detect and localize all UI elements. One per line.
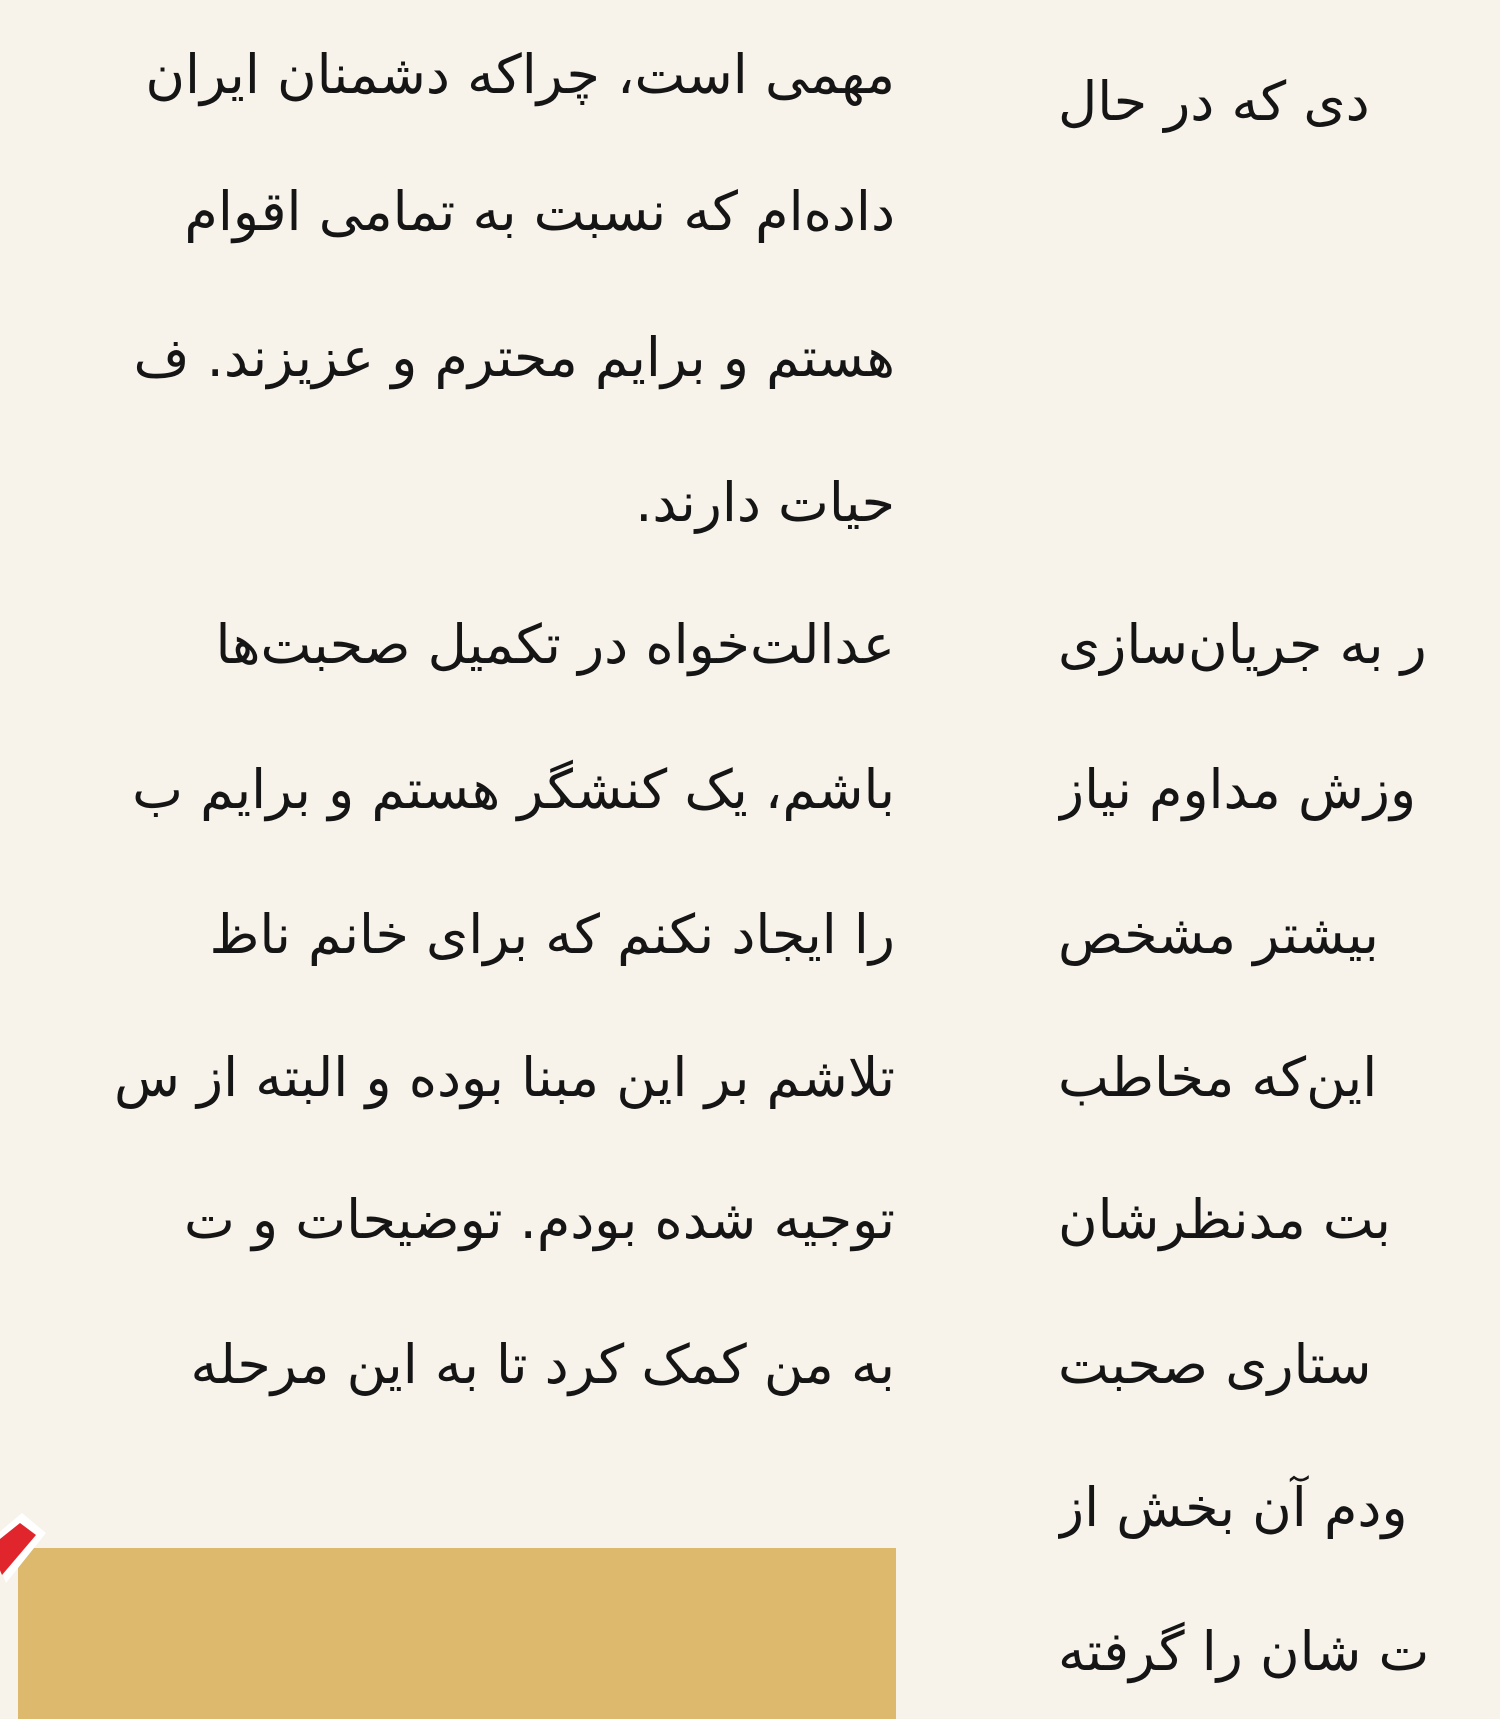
article-line: تلاشم بر این مبنا بوده و البته از س [113,1046,895,1109]
article-line: ستاری صحبت [1058,1333,1372,1396]
article-line: را ایجاد نکنم که برای خانم ناظ [209,903,895,966]
article-line: مهمی است، چراکه دشمنان ایران [145,43,895,106]
article-line: به من کمک کرد تا به این مرحله [190,1333,895,1396]
article-line: ت شان را گرفته [1058,1620,1430,1683]
gold-callout-box [18,1548,896,1719]
article-line: وزش مداوم نیاز [1058,758,1417,821]
article-line: بیشتر مشخص [1058,903,1379,966]
article-line: بت مدنظرشان [1058,1188,1391,1251]
right-article-column [1058,0,1500,1719]
article-line: عدالت‌خواه در تکمیل صحبت‌ها [215,613,895,676]
article-line: حیات دارند. [635,471,895,534]
article-line: دی که در حال [1058,70,1370,133]
article-line: داده‌ام که نسبت به تمامی اقوام [184,180,895,243]
article-line: ودم آن بخش از [1058,1476,1408,1539]
article-line: ر به جریان‌سازی [1058,613,1427,676]
article-line: باشم، یک کنشگر هستم و برایم ب [132,758,895,821]
red-diamond-shape [0,1505,60,1605]
article-line: توجیه شده بودم. توضیحات و ت [184,1188,895,1251]
article-line: این‌که مخاطب [1058,1046,1378,1109]
article-line: هستم و برایم محترم و عزیزند. ف [133,326,895,389]
